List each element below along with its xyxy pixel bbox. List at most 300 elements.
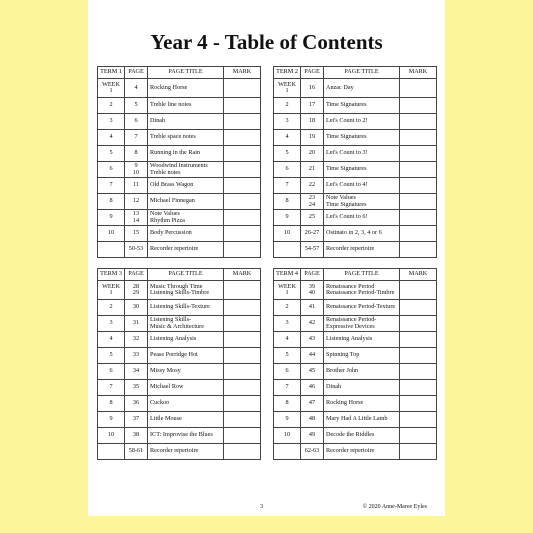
table-row <box>274 348 437 364</box>
week-cell <box>98 332 125 348</box>
term-label: TERM 2 <box>274 67 301 79</box>
table-row <box>98 178 261 194</box>
page-cell <box>301 194 324 210</box>
week-cell <box>98 226 125 242</box>
week-cell <box>274 226 301 242</box>
page-cell <box>125 98 148 114</box>
week-cell <box>98 210 125 226</box>
page-cell <box>125 300 148 316</box>
page-number-value: 6 <box>134 117 138 125</box>
page-cell <box>125 114 148 130</box>
table-row <box>274 332 437 348</box>
week-number: 9 <box>285 415 289 423</box>
page-number-value: 39 <box>308 282 316 290</box>
table-row <box>98 348 261 364</box>
week-cell <box>98 130 125 146</box>
page-title: Year 4 - Table of Contents <box>150 30 383 54</box>
title-cell <box>148 281 224 300</box>
mark-cell <box>224 162 261 178</box>
page-cell <box>125 364 148 380</box>
table-row <box>274 242 437 258</box>
title-cell <box>324 396 400 412</box>
table-row <box>274 300 437 316</box>
page-cell <box>125 130 148 146</box>
lesson-title: Treble space notes <box>150 133 196 141</box>
week-number: 5 <box>109 149 113 157</box>
lesson-title: Woodwind Instruments <box>150 162 208 169</box>
lesson-title: Recorder repertoire <box>150 245 199 253</box>
table-row <box>274 444 437 460</box>
title-cell <box>324 348 400 364</box>
week-cell <box>274 348 301 364</box>
week-number: 7 <box>109 181 113 189</box>
mark-cell <box>400 114 437 130</box>
page-number-value: 28 <box>132 282 140 290</box>
week-number: WEEK <box>278 80 296 88</box>
page-cell <box>301 348 324 364</box>
week-number: 8 <box>109 197 113 205</box>
week-cell <box>274 316 301 332</box>
week-number: 1 <box>285 289 289 296</box>
page-number-value: 42 <box>308 319 316 327</box>
page-cell <box>301 226 324 242</box>
week-number: 10 <box>107 431 115 439</box>
page-number-value: 12 <box>132 197 140 205</box>
page-cell <box>301 380 324 396</box>
mark-cell <box>400 226 437 242</box>
week-cell <box>98 316 125 332</box>
mark-cell <box>400 79 437 98</box>
title-cell <box>324 364 400 380</box>
week-cell <box>98 300 125 316</box>
term-2-table <box>273 66 437 258</box>
page-number-value: 47 <box>308 399 316 407</box>
week-number: WEEK <box>102 282 120 290</box>
table-row <box>98 130 261 146</box>
page-cell <box>125 412 148 428</box>
page-number-value: 25 <box>308 213 316 221</box>
page-cell <box>301 79 324 98</box>
lesson-title: Treble line notes <box>150 101 192 109</box>
lesson-title: Pease Porridge Hot <box>150 351 198 359</box>
title-cell <box>148 162 224 178</box>
mark-cell <box>400 428 437 444</box>
mark-cell <box>224 332 261 348</box>
page-number-value: 58-61 <box>128 447 144 455</box>
table-row <box>274 281 437 300</box>
page-cell <box>125 281 148 300</box>
page-cell <box>125 348 148 364</box>
week-number: 8 <box>109 399 113 407</box>
week-number: 1 <box>109 87 113 94</box>
page-cell <box>301 316 324 332</box>
week-cell <box>98 281 125 300</box>
mark-cell <box>224 226 261 242</box>
week-number: 2 <box>285 101 289 109</box>
week-number: 4 <box>109 335 113 343</box>
mark-cell <box>224 242 261 258</box>
title-cell <box>148 396 224 412</box>
page-cell <box>301 210 324 226</box>
page-cell <box>301 300 324 316</box>
document-page <box>88 0 445 516</box>
week-number: 6 <box>109 165 113 173</box>
mark-cell <box>224 428 261 444</box>
lesson-title: Mary Had A Little Lamb <box>326 415 388 423</box>
lesson-title: Time Signatures <box>326 133 367 141</box>
table-header-row <box>98 269 261 281</box>
mark-cell <box>224 300 261 316</box>
mark-cell <box>224 316 261 332</box>
title-cell <box>324 281 400 300</box>
table-row <box>98 316 261 332</box>
page-cell <box>125 194 148 210</box>
week-number: 2 <box>285 303 289 311</box>
table-row <box>98 242 261 258</box>
week-number: 3 <box>285 319 289 327</box>
lesson-title: Dinah <box>326 383 342 391</box>
column-header: PAGE <box>125 269 148 281</box>
page-cell <box>125 316 148 332</box>
page-cell <box>301 444 324 460</box>
title-cell <box>324 428 400 444</box>
page-cell <box>125 79 148 98</box>
page-cell <box>125 428 148 444</box>
week-cell <box>98 380 125 396</box>
table-row <box>98 396 261 412</box>
week-cell <box>274 79 301 98</box>
title-cell <box>148 380 224 396</box>
title-cell <box>324 226 400 242</box>
page-cell <box>125 178 148 194</box>
lesson-title: Listening Analysis <box>326 335 373 343</box>
lesson-title: Let's Count to 3! <box>326 149 368 157</box>
lesson-title: Brother John <box>326 367 359 375</box>
lesson-title: Little Mouse <box>150 415 182 423</box>
page-number-value: 40 <box>308 289 316 296</box>
week-number: 9 <box>109 415 113 423</box>
mark-cell <box>224 396 261 412</box>
week-number: 2 <box>109 303 113 311</box>
mark-cell <box>224 178 261 194</box>
page-cell <box>301 114 324 130</box>
lesson-title: Rhythm Pizza <box>150 216 185 224</box>
lesson-title: Let's Count to 2! <box>326 117 368 125</box>
week-cell <box>274 178 301 194</box>
lesson-title: Body Percussion <box>150 229 192 237</box>
page-cell <box>301 364 324 380</box>
page-cell <box>301 281 324 300</box>
term-1-table <box>97 66 261 258</box>
mark-cell <box>400 242 437 258</box>
title-cell <box>324 412 400 428</box>
lesson-title: Treble notes <box>150 168 181 176</box>
table-row <box>98 114 261 130</box>
mark-cell <box>224 130 261 146</box>
column-header: MARK <box>400 269 437 281</box>
table-row <box>274 178 437 194</box>
week-number: 7 <box>109 383 113 391</box>
week-cell <box>98 428 125 444</box>
page-cell <box>301 332 324 348</box>
mark-cell <box>400 412 437 428</box>
week-number: 9 <box>285 213 289 221</box>
page-number-value: 10 <box>132 168 140 176</box>
page-number-value: 24 <box>308 200 316 208</box>
week-number: 3 <box>109 319 113 327</box>
week-number: 4 <box>285 335 289 343</box>
title-cell <box>148 444 224 460</box>
week-number: 4 <box>285 133 289 141</box>
page-cell <box>125 146 148 162</box>
mark-cell <box>224 210 261 226</box>
table-row <box>274 98 437 114</box>
page-number-value: 45 <box>308 367 316 375</box>
title-cell <box>324 162 400 178</box>
week-cell <box>274 428 301 444</box>
week-number: 3 <box>285 117 289 125</box>
table-row <box>98 364 261 380</box>
table-row <box>98 300 261 316</box>
lesson-title: Let's Count to 4! <box>326 181 368 189</box>
lesson-title: Music Through Time <box>150 282 203 290</box>
table-row <box>274 428 437 444</box>
lesson-title: Listening Analysis <box>150 335 197 343</box>
lesson-title: Michael Finnegan <box>150 197 195 205</box>
title-cell <box>324 194 400 210</box>
lesson-title: ICT: Improvise the Blues <box>150 431 213 439</box>
page-number-value: 14 <box>132 216 140 224</box>
page-cell <box>125 332 148 348</box>
page-number-value: 23 <box>308 194 316 201</box>
page-number-value: 41 <box>308 303 316 311</box>
week-cell <box>98 162 125 178</box>
page-cell <box>125 162 148 178</box>
mark-cell <box>224 412 261 428</box>
page-cell <box>301 130 324 146</box>
mark-cell <box>400 162 437 178</box>
lesson-title: Running in the Rain <box>150 149 201 157</box>
lesson-title: Listening Skills- <box>150 316 192 323</box>
week-cell <box>274 444 301 460</box>
lesson-title: Decode the Riddles <box>326 431 375 439</box>
term-label: TERM 3 <box>98 269 125 281</box>
week-number: 6 <box>109 367 113 375</box>
week-cell <box>274 210 301 226</box>
table-row <box>98 428 261 444</box>
title-cell <box>148 114 224 130</box>
week-cell <box>274 281 301 300</box>
page-cell <box>301 98 324 114</box>
page-cell <box>125 396 148 412</box>
week-cell <box>98 348 125 364</box>
title-cell <box>324 444 400 460</box>
table-row <box>274 226 437 242</box>
table-row <box>274 130 437 146</box>
page-number-value: 5 <box>134 101 138 109</box>
week-cell <box>274 300 301 316</box>
page-number: 3 <box>260 504 263 510</box>
page-number-value: 21 <box>308 165 316 173</box>
page-number-value: 30 <box>132 303 140 311</box>
week-number: 3 <box>109 117 113 125</box>
week-cell <box>98 146 125 162</box>
title-cell <box>148 428 224 444</box>
table-row <box>274 364 437 380</box>
title-cell <box>148 332 224 348</box>
page-number-value: 22 <box>308 181 316 189</box>
table-row <box>274 396 437 412</box>
title-cell <box>148 364 224 380</box>
week-number: 7 <box>285 181 289 189</box>
week-cell <box>274 162 301 178</box>
mark-cell <box>224 444 261 460</box>
lesson-title: Old Brass Wagon <box>150 181 194 189</box>
week-cell <box>274 332 301 348</box>
title-cell <box>324 178 400 194</box>
week-number: 10 <box>283 229 291 237</box>
page-cell <box>301 396 324 412</box>
week-number: 5 <box>285 351 289 359</box>
term-3-table <box>97 268 261 460</box>
title-cell <box>148 300 224 316</box>
lesson-title: Music & Architecture <box>150 322 204 330</box>
week-number: WEEK <box>278 282 296 290</box>
table-row <box>98 444 261 460</box>
copyright-notice: © 2020 Anne-Maree Eyles <box>362 504 427 510</box>
page-number-value: 36 <box>132 399 140 407</box>
page-number-value: 33 <box>132 351 140 359</box>
lesson-title: Renaissance Period- <box>326 316 377 323</box>
week-number: 8 <box>285 197 289 205</box>
title-cell <box>324 130 400 146</box>
title-cell <box>148 242 224 258</box>
page-number-value: 26-27 <box>304 229 320 237</box>
mark-cell <box>400 130 437 146</box>
table-row <box>274 114 437 130</box>
mark-cell <box>400 396 437 412</box>
lesson-title: Recorder repertoire <box>326 245 375 253</box>
week-cell <box>274 364 301 380</box>
week-number: 5 <box>109 351 113 359</box>
page-cell <box>301 178 324 194</box>
lesson-title: Anzac Day <box>326 83 354 91</box>
column-header: PAGE TITLE <box>324 269 400 281</box>
page-number-value: 34 <box>132 367 140 375</box>
mark-cell <box>224 79 261 98</box>
column-header: PAGE <box>301 269 324 281</box>
title-cell <box>324 332 400 348</box>
mark-cell <box>400 332 437 348</box>
lesson-title: Listening Skills-Timbre <box>150 289 210 296</box>
page-cell <box>301 242 324 258</box>
title-cell <box>324 210 400 226</box>
lesson-title: Spinning Top <box>326 351 360 359</box>
page-number-value: 15 <box>132 229 140 237</box>
table-row <box>98 332 261 348</box>
table-row <box>98 210 261 226</box>
title-cell <box>324 98 400 114</box>
table-row <box>98 380 261 396</box>
table-row <box>98 162 261 178</box>
week-cell <box>274 146 301 162</box>
column-header: MARK <box>400 67 437 79</box>
table-row <box>274 146 437 162</box>
page-cell <box>125 226 148 242</box>
title-cell <box>324 114 400 130</box>
page-number-value: 13 <box>132 210 140 217</box>
lesson-title: Rocking Horse <box>150 83 188 91</box>
lesson-title: Renaissance Period <box>326 282 375 290</box>
page-cell <box>301 412 324 428</box>
table-row <box>274 79 437 98</box>
week-cell <box>98 364 125 380</box>
mark-cell <box>224 98 261 114</box>
week-cell <box>98 444 125 460</box>
page-number-value: 43 <box>308 335 316 343</box>
mark-cell <box>224 348 261 364</box>
page-number-value: 31 <box>132 319 140 327</box>
week-cell <box>98 412 125 428</box>
mark-cell <box>224 146 261 162</box>
page-cell <box>125 444 148 460</box>
page-number-value: 54-57 <box>304 245 320 253</box>
lesson-title: Expressive Devices <box>326 322 375 330</box>
column-header: MARK <box>224 269 261 281</box>
table-row <box>98 98 261 114</box>
column-header: PAGE TITLE <box>148 269 224 281</box>
week-cell <box>274 114 301 130</box>
week-number: WEEK <box>102 80 120 88</box>
mark-cell <box>400 364 437 380</box>
week-cell <box>274 380 301 396</box>
page-number-value: 44 <box>308 351 316 359</box>
table-row <box>274 210 437 226</box>
page-cell <box>301 428 324 444</box>
title-cell <box>324 300 400 316</box>
mark-cell <box>224 364 261 380</box>
page-number-value: 49 <box>308 431 316 439</box>
mark-cell <box>400 98 437 114</box>
column-header: MARK <box>224 67 261 79</box>
page-number-value: 4 <box>134 83 138 91</box>
mark-cell <box>400 281 437 300</box>
term-label: TERM 4 <box>274 269 301 281</box>
table-row <box>274 194 437 210</box>
page-cell <box>125 242 148 258</box>
lesson-title: Ostinato in 2, 3, 4 or 6 <box>326 229 382 237</box>
table-row <box>98 146 261 162</box>
week-cell <box>274 130 301 146</box>
week-number: 1 <box>285 87 289 94</box>
week-number: 7 <box>285 383 289 391</box>
page-cell <box>125 380 148 396</box>
column-header: PAGE TITLE <box>324 67 400 79</box>
table-row <box>274 316 437 332</box>
lesson-title: Time Signatures <box>326 165 367 173</box>
lesson-title: Missy Mosy <box>150 367 181 375</box>
title-cell <box>148 130 224 146</box>
page-number-value: 9 <box>134 162 138 169</box>
page-number-value: 50-53 <box>128 245 144 253</box>
title-cell <box>148 79 224 98</box>
week-cell <box>98 396 125 412</box>
title-cell <box>324 380 400 396</box>
mark-cell <box>400 194 437 210</box>
table-header-row <box>98 67 261 79</box>
week-cell <box>274 242 301 258</box>
mark-cell <box>400 300 437 316</box>
